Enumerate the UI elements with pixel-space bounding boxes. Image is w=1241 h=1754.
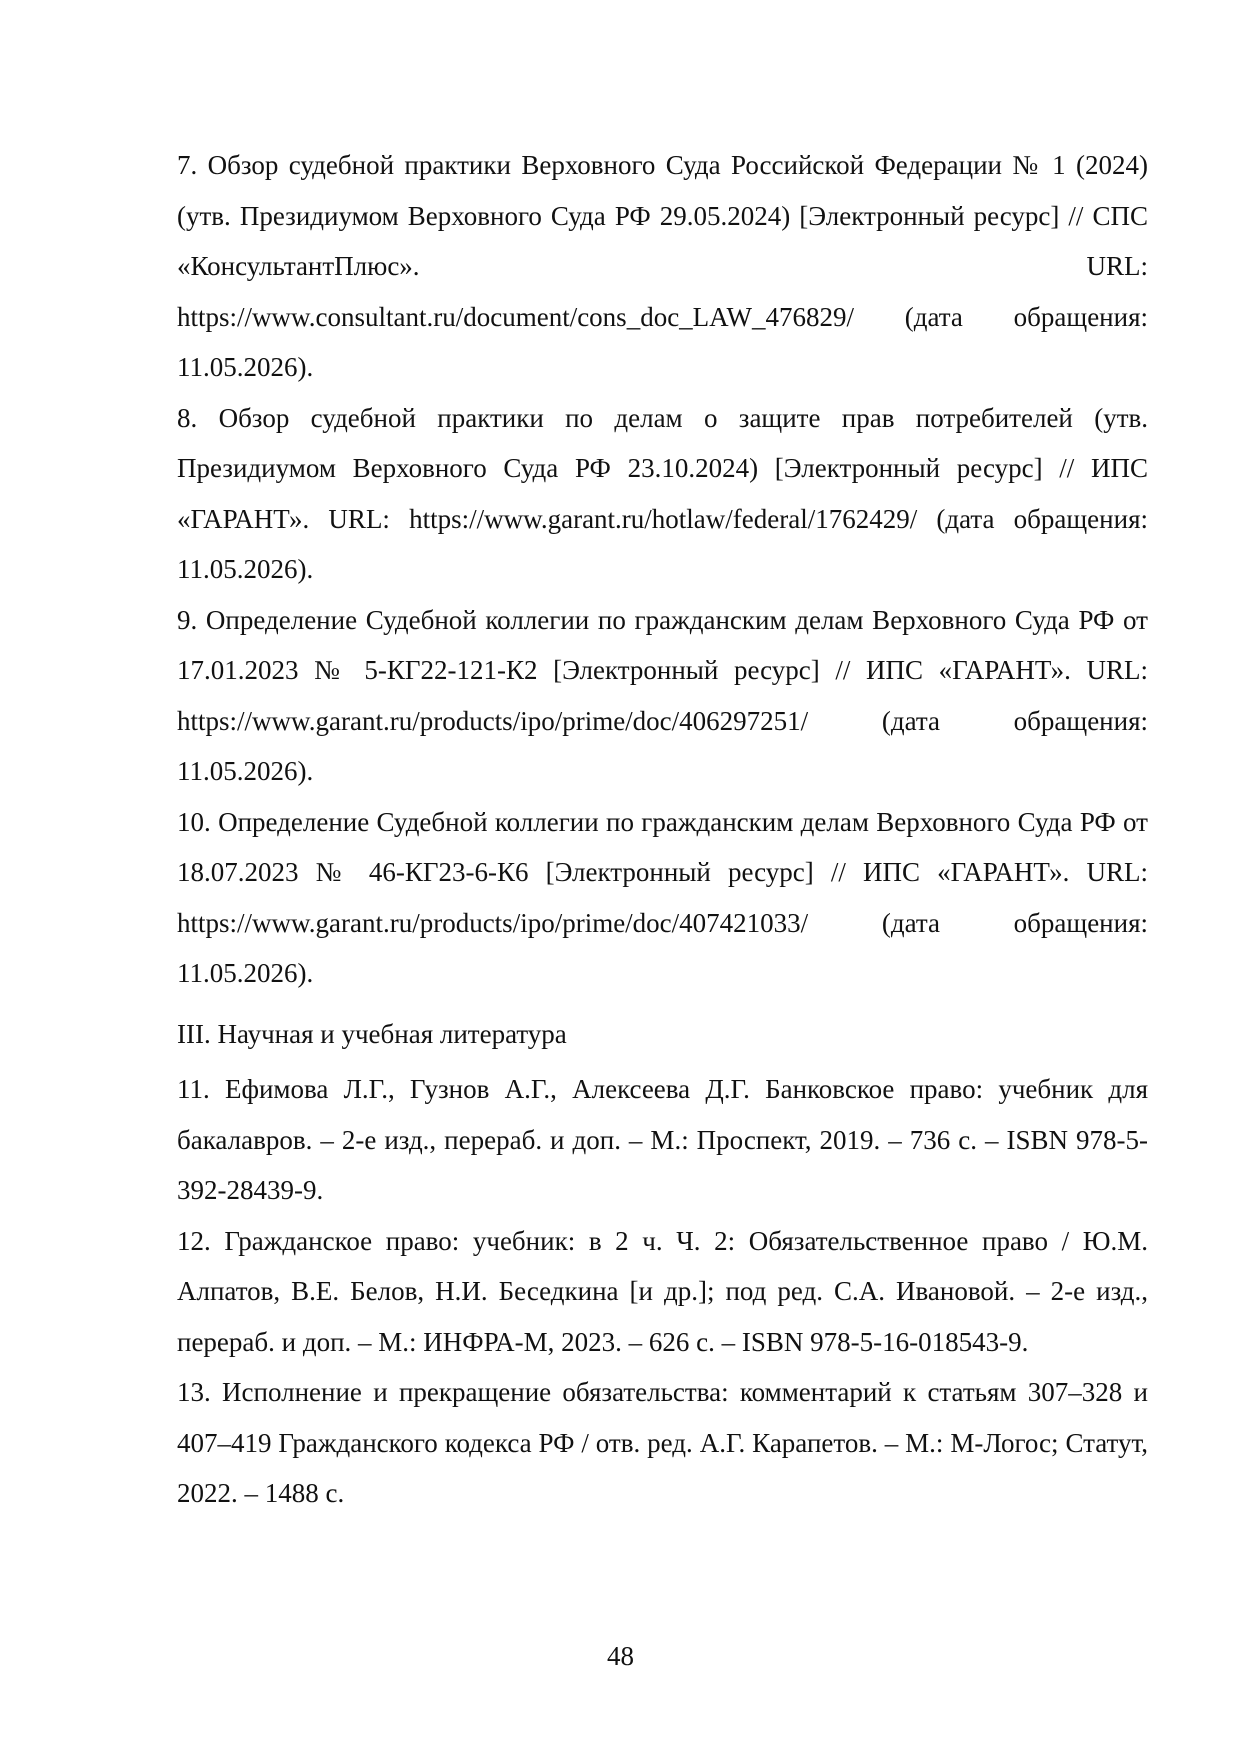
bibliography-entry-8: 8. Обзор судебной практики по делам о защите прав потребителей (утв. Президиумом Верховного Суда РФ 23.10.2024) [Электронный ресурс] // ИПС «ГАРАНТ». URL: https://www.garant.ru/hotlaw/federal/1762429/ (дата обращения: 11.05.2026). <box>177 402 1148 584</box>
bibliography-entry-11: 11. Ефимова Л.Г., Гузнов А.Г., Алексеева Д.Г. Банковское право: учебник для бакалавров. – 2-е изд., перераб. и доп. – М.: Проспект, 2019. – 736 с. – ISBN 978-5-392-28439-9. <box>177 1074 1148 1205</box>
bibliography-entry-7: 7. Обзор судебной практики Верховного Суда Российской Федерации № 1 (2024) (утв. Президиумом Верховного Суда РФ 29.05.2024) [Электронный ресурс] // СПС «КонсультантПлюс». URL: https://www.consultant.ru/document/cons_doc_LAW_476829/ (дата обращения: 11.05.2026). <box>177 150 1148 382</box>
section-heading: III. Научная и учебная литература <box>177 1018 567 1049</box>
bibliography-entry-10: 10. Определение Судебной коллегии по гражданским делам Верховного Суда РФ от 18.07.2023 № 46-КГ23-6-К6 [Электронный ресурс] // ИПС «ГАРАНТ». URL: https://www.garant.ru/products/ipo/prime/doc/407421033/ (дата обращения: 11.05.2026). <box>177 806 1148 988</box>
bibliography-entry-13: 13. Исполнение и прекращение обязательства: комментарий к статьям 307–328 и 407–419 Гражданского кодекса РФ / отв. ред. А.Г. Карапетов. – М.: М-Логос; Статут, 2022. – 1488 с. <box>177 1377 1148 1508</box>
bibliography-entry-9: 9. Определение Судебной коллегии по гражданским делам Верховного Суда РФ от 17.01.2023 № 5-КГ22-121-К2 [Электронный ресурс] // ИПС «ГАРАНТ». URL: https://www.garant.ru/products/ipo/prime/doc/406297251/ (дата обращения: 11.05.2026). <box>177 604 1148 786</box>
bibliography-list <box>177 140 1148 1519</box>
bibliography-entry-12: 12. Гражданское право: учебник: в 2 ч. Ч. 2: Обязательственное право / Ю.М. Алпатов, В.Е. Белов, Н.И. Беседкина [и др.]; под ред. С.А. Ивановой. – 2-е изд., перераб. и доп. – М.: ИНФРА-М, 2023. – 626 с. – ISBN 978-5-16-018543-9. <box>177 1225 1148 1357</box>
page-number: 48 <box>607 1641 634 1671</box>
